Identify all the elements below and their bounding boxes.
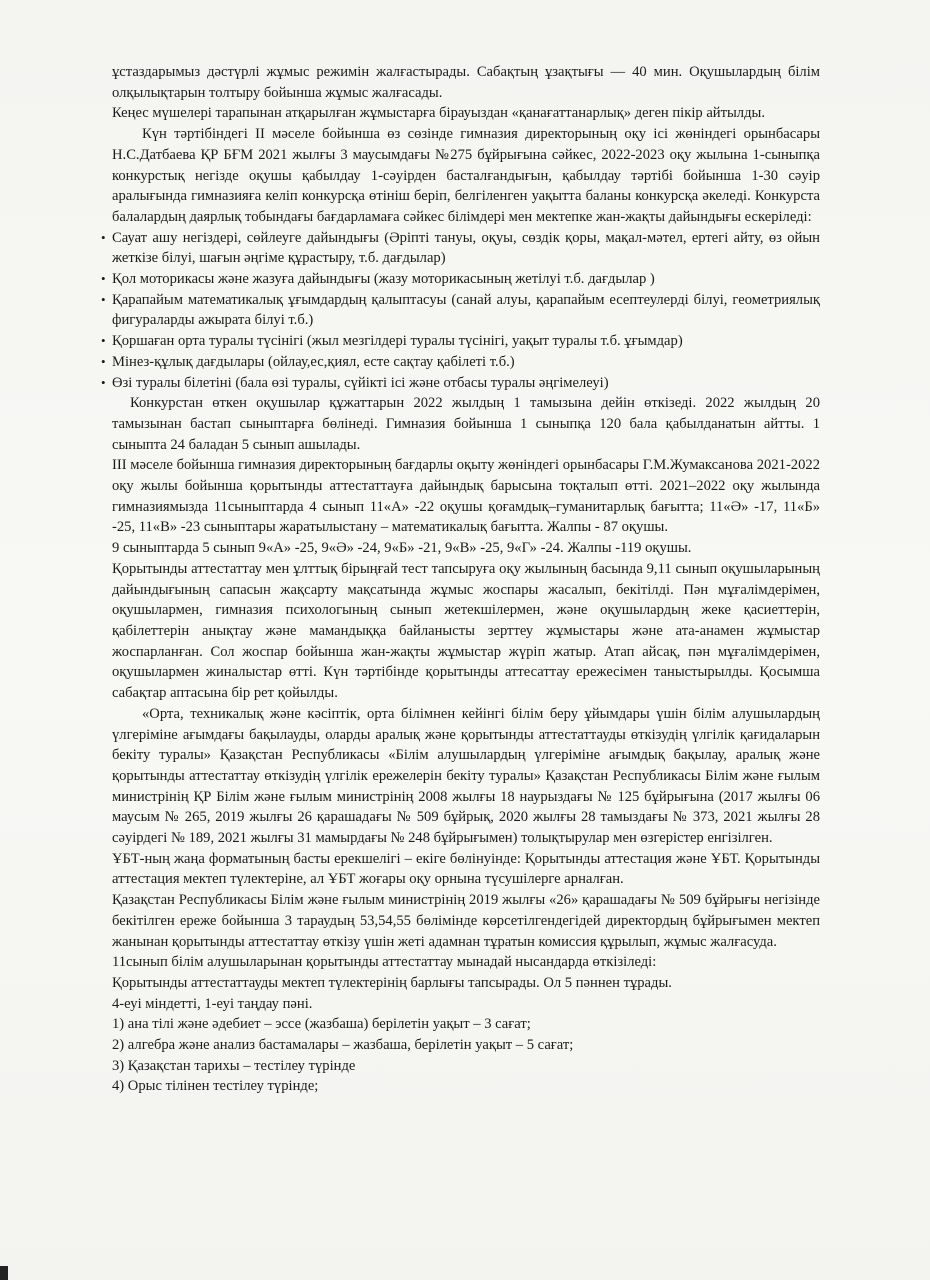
- list-item-text: Мінез-құлық дағдылары (ойлау,ес,қиял, есте сақтау қабілеті т.б.): [112, 353, 515, 370]
- bullet-icon: •: [101, 229, 106, 245]
- list-item-text: Өзі туралы білетіні (бала өзі туралы, сүйікті ісі және отбасы туралы әңгімелеуі): [112, 374, 609, 391]
- paragraph-agenda-item-3: ІІІ мәселе бойынша гимназия директорының бағдарлы оқыту жөніндегі орынбасары Г.М.Жумаксанова 2021-2022 оқу жылы бойынша қорытынды аттестаттауға дайындық барысына тоқталып өтті. 2021–2022 оқу жылында гимназиямызда 11сыныптарда 4 сынып 11«А» -22 оқушы қоғамдық–гуманитарлық бағытта; 11«Ә» -17, 11«Б» -25, 11«В» -23 сыныптары жаратылыстану – математикалық бағытта. Жалпы - 87 оқушы.: [112, 457, 820, 536]
- list-item-text: Қоршаған орта туралы түсінігі (жыл мезгілдері туралы түсінігі, уақыт туралы т.б. ұғымдар): [112, 333, 683, 350]
- bullet-icon: •: [101, 333, 106, 349]
- paragraph-exam-preparation: Қорытынды аттестаттау мен ұлттық бірыңғай тест тапсыруға оқу жылының басында 9,11 сынып оқушыларының дайындығының сапасын жақсарту мақсатында жұмыс жоспары жасалып, бекітілді. Пән мұғалімдерімен, оқушылармен, гимназия психологының сынып жетекшілермен, және оқушылардың жеке қасиеттерін, қабілеттерін анықтау және мамандыққа байланысты зерттеу жұмыстары және ата-анамен жұмыстар жоспарланған. Сол жоспар бойынша жан-жақты жұмыстар жүріп жатыр. Атап айсақ, пән мұғалімдерімен, оқушылармен жиналыстар өтті. Күн тәртібінде қорытынды аттесаттау ережесімен таныстырылды. Қосымша сабақтар аптасына бір рет қойылды.: [112, 560, 820, 702]
- paragraph-agenda-item-2: Күн тәртібіндегі ІІ мәселе бойынша өз сөзінде гимназия директорының оқу ісі жөніндегі орынбасары Н.С.Датбаева ҚР БҒМ 2021 жылғы 3 маусымдағы №275 бұйрығына сәйкес, 2022-2023 оқу жылына 1-сыныпқа конкурстық негізде оқушы қабылдау 1-сәуірден басталғандығын, қабылдау тәртібі бойынша 1-30 сәуір аралығында гимназияға келіп конкурсқа өтініш беріп, белгіленген уақытта баланы конкурсқа әкеледі. Конкурста балалардың даярлық тобындағы бағдарламаға сәйкес білімдері мен мектепке жан-жақты дайындығы ескеріледі:: [112, 126, 820, 225]
- bullet-icon: •: [101, 271, 106, 287]
- exam-subject-3: 3) Қазақстан тарихы – тестілеу түрінде: [112, 1057, 356, 1074]
- paragraph-five-subjects: Қорытынды аттестаттауды мектеп түлектерінің барлығы тапсырады. Ол 5 пәннен тұрады.: [112, 974, 672, 991]
- bullet-icon: •: [101, 291, 106, 307]
- scan-edge-mark: [0, 1266, 8, 1280]
- document-body: [101, 62, 820, 1097]
- list-item: [101, 228, 820, 269]
- paragraph-continuation: ұстаздарымыз дәстүрлі жұмыс режимін жалғастырады. Сабақтың ұзақтығы — 40 мин. Оқушылардың білім олқылықтарын толтыру бойынша жұмыс жалғасады.: [112, 64, 820, 101]
- list-item: [101, 373, 820, 394]
- list-item: [101, 290, 820, 331]
- paragraph-ubt-format: ҰБТ-ның жаңа форматының басты ерекшелігі – екіге бөлінуінде: Қорытынды аттестация және ҰБТ. Қорытынды аттестация мектеп түлектеріне, ал ҰБТ жоғары оқу орнына түсушілерге арналған.: [112, 850, 820, 888]
- list-item: [101, 269, 820, 290]
- bullet-icon: •: [101, 353, 106, 369]
- list-item-text: Қол моторикасы және жазуға дайындығы (жазу моторикасының жетілуі т.б. дағдылар ): [112, 271, 655, 288]
- list-item: [101, 331, 820, 352]
- paragraph-commission: Қазақстан Республикасы Білім және ғылым министрінің 2019 жылғы «26» қарашадағы № 509 бұйрығы негізінде бекітілген ереже бойынша 3 тараудың 53,54,55 бөлімінде көрсетілгендегідей директордың бұйрығымен мектеп жанынан қорытынды аттестаттау өткізу үшін жеті адамнан тұратын комиссия құрылып, жұмыс жалғасуда.: [112, 892, 820, 950]
- paragraph-mandatory-subjects: 4-еуі міндетті, 1-еуі таңдау пәні.: [112, 995, 313, 1012]
- paragraph-exam-forms: 11сынып білім алушыларынан қорытынды аттестаттау мынадай нысандарда өткізіледі:: [112, 954, 657, 971]
- bullet-icon: •: [101, 374, 106, 390]
- paragraph-grade-9-classes: 9 сыныптарда 5 сынып 9«А» -25, 9«Ә» -24, 9«Б» -21, 9«В» -25, 9«Г» -24. Жалпы -119 оқушы.: [112, 540, 692, 557]
- paragraph-regulation: «Орта, техникалық және кәсіптік, орта білімнен кейінгі білім беру ұйымдары үшін білім алушылардың үлгеріміне ағымдағы бақылауды, оларды аралық және қорытынды аттестаттауды өткізудің үлгілік қағидаларын бекіту туралы» Қазақстан Республикасы «Білім алушылардың үлгеріміне ағымдық бақылау, аралық және қорытынды аттестаттау өткізудің үлгілік ережелерін бекіту туралы» Қазақстан Республикасы Білім және ғылым министрінің ҚР Білім және ғылым министрінің 2008 жылғы 18 наурыздағы № 125 бұйрығына (2017 жылғы 06 маусым № 265, 2019 жылғы 26 қарашадағы № 509 бұйрық, 2020 жылғы 28 тамыздағы № 373, 2021 жылғы 28 сәуірдегі № 189, 2021 жылғы 31 мамырдағы № 248 бұйрығымен) толықтырулар мен өзгерістер енгізілген.: [112, 705, 820, 847]
- paragraph-competition-results: Конкурстан өткен оқушылар құжаттарын 2022 жылдың 1 тамызына дейін өткізеді. 2022 жылдың 20 тамызынан бастап сыныптарға бөлінеді. Гимназия бойынша 1 сыныпқа 120 бала қабылданатын айтты. 1 сыныпта 24 баладан 5 сынып ашылады.: [112, 395, 820, 453]
- exam-subject-1: 1) ана тілі және әдебиет – эссе (жазбаша) берілетін уақыт – 3 сағат;: [112, 1016, 531, 1033]
- exam-subject-4: 4) Орыс тілінен тестілеу түрінде;: [112, 1078, 319, 1095]
- list-item-text: Сауат ашу негіздері, сөйлеуге дайындығы (Әріпті тануы, оқуы, сөздік қоры, мақал-мәтел, ертегі айту, өз ойын жеткізе білуі, шағын әңгіме құрастыру, т.б. дағдылар): [112, 229, 820, 267]
- list-item-text: Қарапайым математикалық ұғымдардың қалыптасуы (санай алуы, қарапайым есептеулерді білуі, геометриялық фигураларды ажырата білуі т.б.): [112, 291, 820, 329]
- bullet-list: [101, 228, 820, 394]
- list-item: [101, 352, 820, 373]
- paragraph-council-opinion: Кеңес мүшелері тарапынан атқарылған жұмыстарға бірауыздан «қанағаттанарлық» деген пікір айтылды.: [112, 105, 765, 122]
- exam-subject-2: 2) алгебра және анализ бастамалары – жазбаша, берілетін уақыт – 5 сағат;: [112, 1037, 574, 1054]
